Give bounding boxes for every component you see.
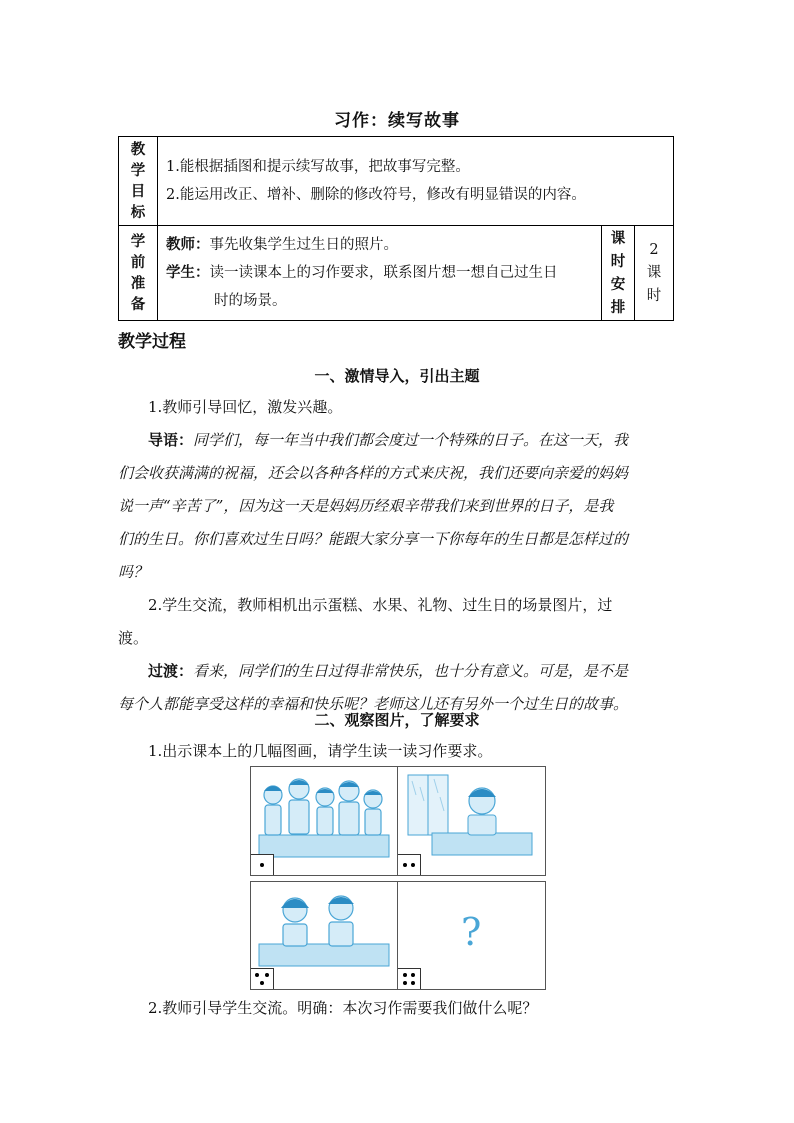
lesson-info-table [118, 136, 674, 321]
section2-heading: 二、观察图片，了解要求 [314, 711, 480, 729]
page-title: 习作：续写故事 [334, 111, 460, 131]
illustration-1 [250, 766, 399, 876]
section2-item1: 1.出示课本上的几幅图画，请学生读一读习作要求。 [148, 742, 493, 760]
illustration-3 [250, 881, 399, 990]
goal-1: 1.能根据插图和提示续写故事，把故事写完整。 [166, 159, 470, 175]
teacher-label: 教师： [166, 236, 210, 253]
section1-body: 1.教师引导回忆，激发兴趣。 导语：同学们，每一年当中我们都会度过一个特殊的日子。在这一天，我 们会收获满满的祝福，还会以各种各样的方式来庆祝，我们还要向亲爱的妈妈 说一声“辛苦了”，因为这一天是妈妈历经艰辛带我们来到世界的日子，是我 们的生日。你们喜欢过生日吗？能跟大家分享一下你每年的生日都是怎样过的 吗？ 2.学生交流，教师相机出示蛋糕、水果、礼物、过生日的场景图片，过 渡。 过渡：看来，同学们的生日过得非常快乐，也十分有意义。可是，是不是 每个人都能享受这样的幸福和快乐呢？老师这儿还有另外一个过生日的故事。 [118, 391, 674, 721]
dice-two-icon [398, 854, 421, 875]
section2-item2: 2.教师引导学生交流。明确：本次习作需要我们做什么呢？ [148, 999, 538, 1017]
hours-label: 课 时 安 排 [602, 226, 635, 321]
student-text: 读一读课本上的习作要求，联系图片想一想自己过生日 [209, 265, 558, 281]
dice-three-icon [251, 968, 274, 989]
hours-value: 2 课 时 [635, 226, 674, 321]
section1-item1: 1.教师引导回忆，激发兴趣。 [148, 398, 343, 416]
section1-item2: 2.学生交流，教师相机出示蛋糕、水果、礼物、过生日的场景图片，过 [148, 596, 613, 614]
illustration-4 [397, 881, 546, 990]
goal-content [158, 137, 674, 226]
dice-four-icon [398, 968, 421, 989]
teacher-text: 事先收集学生过生日的照片。 [209, 237, 398, 253]
student-text-cont: 时的场景。 [214, 293, 287, 309]
prep-content [158, 226, 602, 321]
prep-label: 学 前 准 备 [119, 226, 158, 321]
question-mark: ? [461, 910, 482, 954]
section1-heading: 一、激情导入，引出主题 [314, 367, 480, 385]
trans-label: 过渡： [148, 662, 194, 680]
student-label: 学生： [166, 264, 210, 281]
section2-item1-wrap [118, 735, 674, 768]
goal-label: 教 学 目 标 [119, 137, 158, 226]
section2-item2-wrap [118, 992, 674, 1025]
intro-label: 导语： [148, 431, 194, 449]
process-heading: 教学过程 [118, 332, 186, 352]
illustration-2 [397, 766, 546, 876]
goal-2: 2.能运用改正、增补、删除的修改符号，修改有明显错误的内容。 [166, 187, 586, 203]
dice-one-icon [251, 854, 274, 875]
